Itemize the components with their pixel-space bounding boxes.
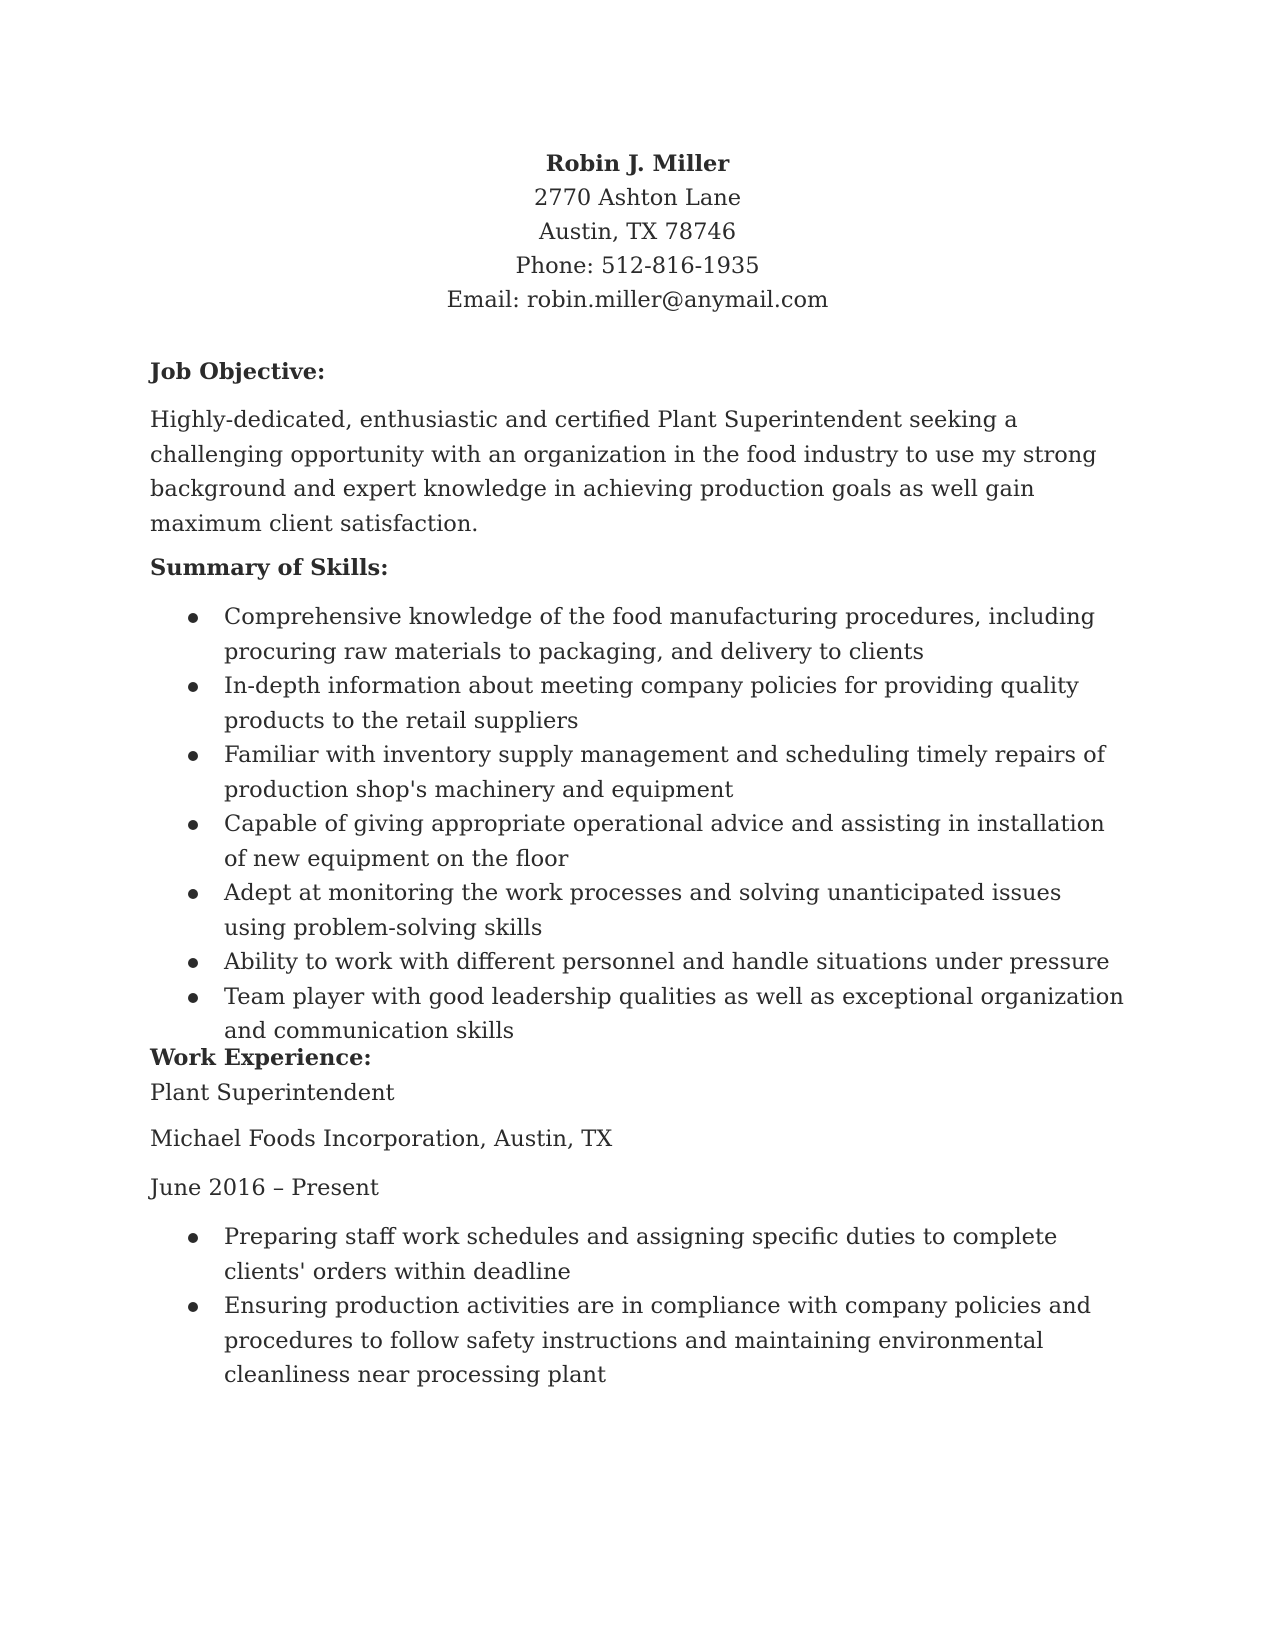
job-title: Plant Superintendent (150, 1079, 395, 1106)
duty-item (150, 1289, 1130, 1393)
experience-heading: Work Experience: (150, 1045, 372, 1071)
skill-item (150, 876, 1130, 945)
email-line: Email: robin.miller@anymail.com (446, 287, 829, 313)
objective-heading: Job Objective: (150, 359, 326, 385)
bullet-icon (188, 1233, 198, 1243)
skill-text: Ability to work with different personnel and handle situations under pressure (224, 949, 1110, 975)
skill-text: In-depth information about meeting company policies for providing quality products to the retail suppliers (224, 673, 1079, 734)
contact-header (0, 147, 1275, 317)
dates-block (150, 1171, 1130, 1206)
skill-item (150, 945, 1130, 980)
skills-heading: Summary of Skills: (150, 555, 389, 581)
experience-heading-block (150, 1041, 1130, 1110)
address-line-2: Austin, TX 78746 (538, 219, 737, 245)
objective-heading-block (150, 355, 1130, 390)
skill-item (150, 669, 1130, 738)
skills-heading-block (150, 551, 1130, 586)
skill-item (150, 738, 1130, 807)
bullet-icon (188, 613, 198, 623)
company-name: Michael Foods Incorporation, Austin, TX (150, 1126, 613, 1152)
skill-item (150, 600, 1130, 669)
company-block (150, 1122, 1130, 1157)
skill-text: Capable of giving appropriate operational advice and assisting in installation of new equipment on the floor (224, 811, 1105, 872)
skill-item (150, 980, 1130, 1049)
skill-text: Familiar with inventory supply management and scheduling timely repairs of production shop's machinery and equipment (224, 742, 1106, 803)
bullet-icon (188, 889, 198, 899)
duties-list (150, 1220, 1130, 1393)
employment-dates: June 2016 – Present (150, 1175, 379, 1201)
skill-text: Team player with good leadership qualities as well as exceptional organization and communication skills (224, 983, 1124, 1044)
address-line-1: 2770 Ashton Lane (533, 185, 742, 211)
bullet-icon (188, 993, 198, 1003)
applicant-name: Robin J. Miller (545, 151, 730, 177)
phone-line: Phone: 512-816-1935 (515, 253, 760, 279)
skill-item (150, 807, 1130, 876)
duty-item (150, 1220, 1130, 1289)
bullet-icon (188, 958, 198, 968)
duty-text: Preparing staff work schedules and assigning specific duties to complete clients' orders within deadline (224, 1224, 1058, 1285)
skill-text: Comprehensive knowledge of the food manufacturing procedures, including procuring raw materials to packaging, and delivery to clients (224, 604, 1096, 665)
skills-list (150, 600, 1130, 1049)
duty-text: Ensuring production activities are in compliance with company policies and procedures to follow safety instructions and maintaining environmental cleanliness near processing plant (224, 1293, 1091, 1388)
skill-text: Adept at monitoring the work processes and solving unanticipated issues using problem-solving skills (224, 880, 1062, 941)
objective-section (150, 403, 1130, 541)
bullet-icon (188, 751, 198, 761)
objective-text: Highly-dedicated, enthusiastic and certified Plant Superintendent seeking a challenging opportunity with an organization in the food industry to use my strong background and expert knowledge in achieving production goals as well gain maximum client satisfaction. (150, 407, 1097, 537)
skills-section (150, 600, 1130, 1049)
experience-section (150, 1220, 1130, 1393)
bullet-icon (188, 820, 198, 830)
bullet-icon (188, 1302, 198, 1312)
bullet-icon (188, 682, 198, 692)
